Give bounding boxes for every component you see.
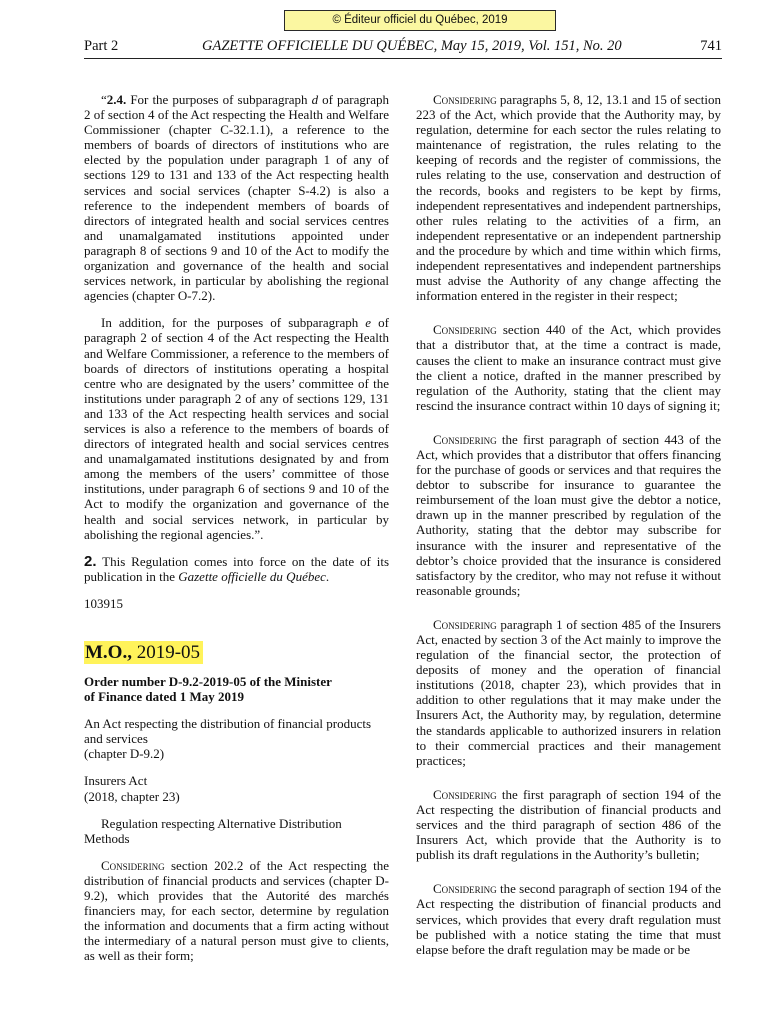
considering-word: Considering xyxy=(433,881,497,897)
considering-paragraph-7 xyxy=(416,881,721,956)
order-heading xyxy=(84,674,389,704)
left-column xyxy=(84,92,389,964)
act2-line-1: Insurers Act xyxy=(84,773,148,789)
para-text: section 202.2 of the Act respecting the distribution of financial products and services (chapter D-9.2), which provides that the Autorité des marchés financiers may, for each sector, determine by regulation the information and documents that a firm acting without the intermediary of a natural person must give to clients, as well as their form; xyxy=(84,857,389,964)
act-reference-2 xyxy=(84,773,389,803)
publication-title: GAZETTE OFFICIELLE DU QUÉBEC, May 15, 2019, Vol. 151, No. 20 xyxy=(202,38,622,54)
mo-number: 2019-05 xyxy=(131,642,201,663)
part-label: Part 2 xyxy=(84,38,119,54)
para-text: paragraph 1 of section 485 of the Insurers Act, enacted by section 3 of the Act mainly to improve the regulation of the financial sector, the protection of deposits of money and the operation of financial institutions (2018, chapter 23), which provides that in addition to other regulations that it may make under the Insurers Act, the Authority may, by regulation, determine the standards applicable to authorized insurers in relation to their commercial practices and their management practices; xyxy=(416,616,721,768)
considering-paragraph-4 xyxy=(416,432,721,598)
subparagraph-d: d xyxy=(311,92,319,107)
para-text: the first paragraph of section 443 of the Act, which provides that a distributor that offers financing for the purchase of goods or services and that requires the debtor to subscribe for insurance to guarantee the reimbursement of the loan must give the debtor a notice, drawn up in the manner prescribed by regulation of the Authority, stating that the debtor may subscribe for insurance with the insurer and representative of the debtor’s choice provided that the insurance is considered satisfactory by the creditor, who may not refuse it without reasonable grounds; xyxy=(416,431,721,598)
section-2-paragraph xyxy=(84,554,389,584)
act2-line-2: (2018, chapter 23) xyxy=(84,788,180,804)
para-text: This Regulation comes into force on the date of its publication in the xyxy=(84,553,389,584)
reference-number: 103915 xyxy=(84,595,123,611)
considering-word: Considering xyxy=(101,857,165,873)
considering-paragraph-5 xyxy=(416,617,721,768)
considering-word: Considering xyxy=(433,322,497,338)
para-text: the first paragraph of section 194 of the Act respecting the distribution of financial products and services and the third paragraph of section 486 of the Insurers Act, which provide that the Authority is to publish its draft regulations in the Authority’s bulletin; xyxy=(416,786,721,863)
considering-word: Considering xyxy=(433,431,497,447)
subparagraph-e: e xyxy=(365,315,372,331)
page-number: 741 xyxy=(700,38,722,54)
para-text: the second paragraph of section 194 of the Act respecting the distribution of financial products and services, which provides that every draft regulation must be published with a notice stating the time that must elapse before the draft regulation may be made or be xyxy=(416,881,721,957)
considering-paragraph-1 xyxy=(84,858,389,964)
mo-heading xyxy=(84,641,203,664)
order-line-2: of Finance dated 1 May 2019 xyxy=(84,689,244,705)
section-2-4-number: 2.4. xyxy=(106,92,127,107)
mo-label: M.O., xyxy=(85,642,132,663)
para-text: . xyxy=(325,568,330,584)
considering-word: Considering xyxy=(433,92,497,107)
order-line-1: Order number D-9.2-2019-05 of the Minister xyxy=(84,674,332,689)
running-header xyxy=(84,37,722,57)
considering-paragraph-6 xyxy=(416,787,721,862)
section-2-number: 2. xyxy=(84,552,97,570)
para-text: of paragraph 2 of section 4 of the Act respecting the Health and Welfare Commissioner (chapter C-32.1.1), a reference to the members of boards of directors of institutions who are elected by the population under paragraph 1 of any of sections 129 to 131 and 133 of the Act respecting health services and social services (chapter S-4.2) is also a reference to the independent members of boards of directors of integrated health and social services centres and unamalgamated institutions appointed under paragraph 8 of sections 9 and 10 of the Act to modify the organization and governance of the health and social services network, in particular by abolishing the regional agencies (chapter O-7.2). xyxy=(84,92,389,304)
act1-line-2: and services xyxy=(84,731,148,747)
gazette-name: Gazette officielle du Québec xyxy=(178,568,326,584)
considering-word: Considering xyxy=(433,786,497,802)
considering-paragraph-2 xyxy=(416,92,721,303)
para-text: In addition, for the purposes of subparagraph xyxy=(101,315,366,331)
right-column xyxy=(416,92,721,957)
para-text: section 440 of the Act, which provides that a distributor that, at the time a contract is made, causes the client to make an insurance contract must give the client a notice, drafted in the manner prescribed by regulation of the Authority, stating that the client may rescind the insurance contract within 10 days of signing it; xyxy=(416,322,721,413)
para-text: paragraphs 5, 8, 12, 13.1 and 15 of section 223 of the Act, which provide that the Authority may, by regulation, determine for each sector the rules relating to maintenance of registration, the rules relating to the keeping of records and the register of commissions, the rules relating to the use, conservation and destruction of the records, books and registers to be kept by firms, independent representatives and independent partnerships, other rules relating to the activities of a firm, an independent representative or an independent partnership and the procedure by which and time within which firms, independent representatives and independent partnerships must advise the Authority of any change affecting the information entered in the register in their respect; xyxy=(416,92,721,304)
act-reference-1 xyxy=(84,716,389,761)
para-text: For the purposes of subparagraph xyxy=(126,92,312,107)
copyright-notice: © Éditeur officiel du Québec, 2019 xyxy=(284,10,556,31)
header-rule xyxy=(84,58,722,59)
act1-line-1: An Act respecting the distribution of financial products xyxy=(84,716,372,732)
considering-word: Considering xyxy=(433,616,497,632)
in-addition-paragraph xyxy=(84,315,389,541)
open-quote: “ xyxy=(101,92,107,107)
regulation-title: Regulation respecting Alternative Distribution Methods xyxy=(84,815,342,846)
section-2-4-paragraph xyxy=(84,92,389,303)
para-text: of paragraph 2 of section 4 of the Act respecting the Health and Welfare Commissioner, a reference to the members of boards of directors of institutions operating a hospital centre who are designated by the users’ committee of the institutions under paragraph 2 of any of sections 129, 131 and 133 of the Act respecting health services and social services is also a reference to the members of boards of directors of integrated health and social services centres and unamalgamated institutions designated by and from among the members of the users’ committee of those institutions, under paragraph 6 of sections 9 and 10 of the Act to modify the organization and governance of the health and social services network, in particular by abolishing the regional agencies.”. xyxy=(84,315,389,542)
considering-paragraph-3 xyxy=(416,322,721,413)
act1-line-3: (chapter D-9.2) xyxy=(84,746,165,762)
